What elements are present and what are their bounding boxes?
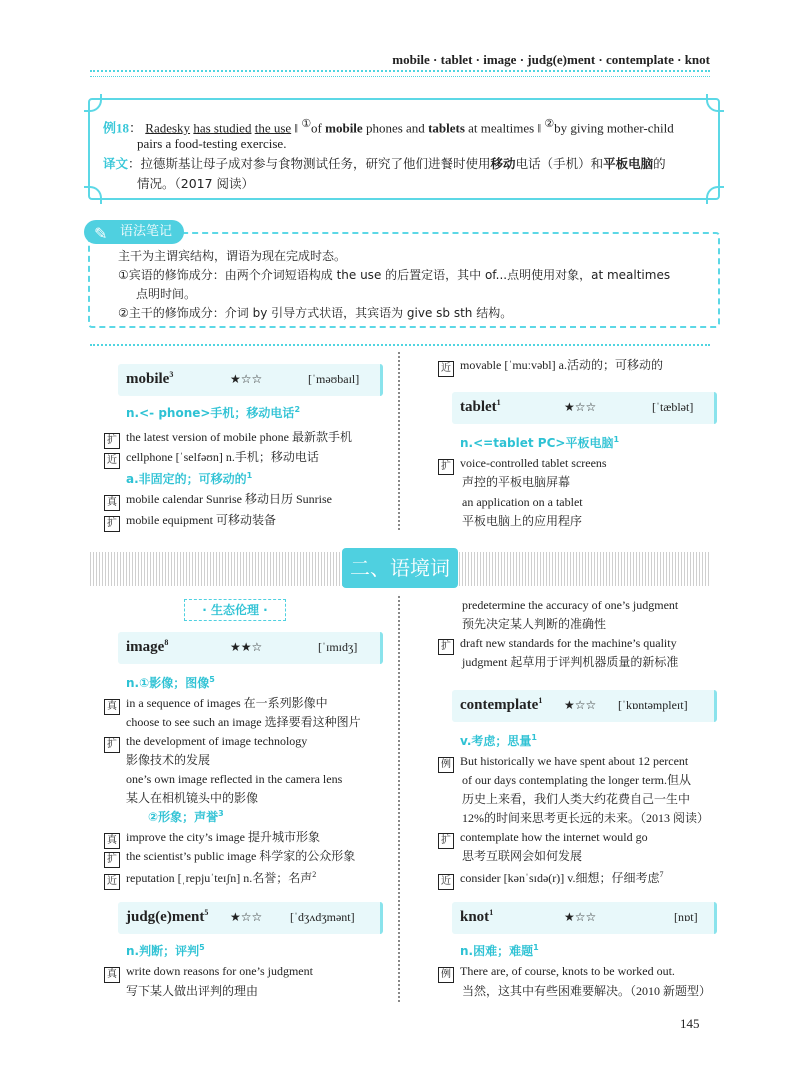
star-rating: ★☆☆ xyxy=(564,910,597,924)
usage-line: 近 cellphone [ˈselfəʊn] n.手机；移动电话 xyxy=(104,448,319,469)
entry-header-judgment xyxy=(118,902,383,934)
headword: image$^8$ xyxy=(126,638,169,655)
entry-header-contemplate xyxy=(452,690,717,722)
header-divider xyxy=(90,70,710,72)
usage-line: 写下某人做出评判的理由 xyxy=(126,984,259,998)
object-word: the use xyxy=(254,120,292,136)
usage-line: 扩 the scientist’s public image 科学家的公众形象 xyxy=(104,847,355,868)
page-number: 145 xyxy=(680,1016,700,1031)
example-label: 例18 xyxy=(103,120,130,136)
usage-line: 预先决定某人判断的准确性 xyxy=(462,617,607,631)
column-separator xyxy=(398,596,408,1002)
usage-line: 近 reputation [ˌrepjuˈteɪʃn] n.名誉；名声$^2$ xyxy=(104,866,316,890)
usage-line: 扩 draft new standards for the machine’s quality xyxy=(438,634,677,655)
grammar-title: ✎ 语法笔记 xyxy=(84,220,184,244)
usage-line: 扩 contemplate how the internet would go xyxy=(438,828,648,849)
translation-line2: 情况。（2017 阅读） xyxy=(137,176,255,191)
phonetic: [ˈtæblət] xyxy=(652,400,694,414)
phonetic: [ˈkɒntəmpleɪt] xyxy=(618,698,688,712)
usage-line: 扩 voice-controlled tablet screens xyxy=(438,454,607,475)
phonetic: [ˈməʊbaɪl] xyxy=(308,372,360,386)
topic-tag: · 生态伦理 · xyxy=(184,599,286,621)
usage-line: 思考互联网会如何发展 xyxy=(462,849,583,863)
definition: ②形象；声誉$^3$ xyxy=(148,809,224,824)
example-sentence-line2: pairs a food-testing exercise. xyxy=(137,136,287,151)
star-rating: ★☆☆ xyxy=(230,910,263,924)
definition: n.困难；难题$^1$ xyxy=(460,943,539,958)
usage-line: 平板电脑上的应用程序 xyxy=(462,514,583,528)
definition: n.<=tablet PC>平板电脑$^1$ xyxy=(460,435,620,450)
star-rating: ★☆☆ xyxy=(564,698,597,712)
grammar-line: 主干为主谓宾结构，谓语为现在完成时态。 xyxy=(118,249,347,263)
header-divider-thin xyxy=(90,76,710,77)
example-sentence: 例18： Radesky has studied the use ‖ ①of mobile phones and tablets at mealtimes ‖ ②by giving mother-child xyxy=(103,118,674,136)
headword: tablet$^1$ xyxy=(460,398,501,415)
usage-line: judgment 起草用于评判机器质量的新标准 xyxy=(462,655,679,669)
phonetic: [nɒt] xyxy=(674,910,698,924)
usage-line: choose to see such an image 选择要看这种图片 xyxy=(126,715,361,729)
grammar-line: 点明时间。 xyxy=(136,287,197,301)
entry-header-image xyxy=(118,632,383,664)
usage-line: 例 But historically we have spent about 12 percent xyxy=(438,752,688,773)
usage-line: 当然，这其中有些困难要解决。（2010 新题型） xyxy=(462,984,712,998)
usage-line: 声控的平板电脑屏幕 xyxy=(462,475,571,489)
grammar-line: ②主干的修饰成分：介词 by 引导方式状语，其宾语为 give sb sth 结构。 xyxy=(118,306,513,320)
star-rating: ★☆☆ xyxy=(564,400,597,414)
usage-line: 真 in a sequence of images 在一系列影像中 xyxy=(104,694,328,715)
usage-line: 真 write down reasons for one’s judgment xyxy=(104,962,313,983)
subject-word: Radesky xyxy=(145,120,191,136)
phonetic: [ˈɪmɪdʒ] xyxy=(318,640,358,654)
usage-line: 真 mobile calendar Sunrise 移动日历 Sunrise xyxy=(104,490,332,511)
phonetic: [ˈdʒʌdʒmənt] xyxy=(290,910,355,924)
usage-line: 例 There are, of course, knots to be worked out. xyxy=(438,962,675,983)
headword: mobile$^3$ xyxy=(126,370,174,387)
usage-line: 历史上来看，我们人类大约花费自己一生中 xyxy=(462,792,691,806)
usage-line: 12%的时间来思考更长远的未来。（2013 阅读） xyxy=(462,811,709,825)
usage-line: 扩 the latest version of mobile phone 最新款手机 xyxy=(104,428,352,449)
predicate-word: has studied xyxy=(193,120,252,136)
section-title: 二、语境词汇 xyxy=(342,548,458,588)
headword: contemplate$^1$ xyxy=(460,696,543,713)
usage-line: 扩 the development of image technology xyxy=(104,732,307,753)
grammar-line: ①宾语的修饰成分：由两个介词短语构成 the use 的后置定语，其中 of...点明使用对象，at mealtimes xyxy=(118,268,671,282)
column-separator xyxy=(398,352,408,530)
entry-header-knot xyxy=(452,902,717,934)
section-divider xyxy=(90,344,710,346)
usage-line: 影像技术的发展 xyxy=(126,753,211,767)
definition: a.非固定的；可移动的$^1$ xyxy=(126,471,253,486)
star-rating: ★★☆ xyxy=(230,640,263,654)
usage-line: one’s own image reflected in the camera lens xyxy=(126,772,343,786)
definition: v.考虑；思量$^1$ xyxy=(460,733,537,748)
usage-line: 真 improve the city’s image 提升城市形象 xyxy=(104,828,320,849)
definition: n.判断；评判$^5$ xyxy=(126,943,205,958)
definition: n.<- phone>手机；移动电话$^2$ xyxy=(126,405,301,420)
running-header: mobile · tablet · image · judg(e)ment · contemplate · knot xyxy=(392,52,710,67)
entry-header-tablet xyxy=(452,392,717,424)
usage-line: of our days contemplating the longer term.但从 xyxy=(462,773,691,787)
headword: knot$^1$ xyxy=(460,908,494,925)
star-rating: ★☆☆ xyxy=(230,372,263,386)
usage-line: 近 movable [ˈmuːvəbl] a.活动的；可移动的 xyxy=(438,356,663,377)
usage-line: an application on a tablet xyxy=(462,495,583,509)
entry-header-mobile xyxy=(118,364,383,396)
usage-line: 扩 mobile equipment 可移动装备 xyxy=(104,511,276,532)
usage-line: 某人在相机镜头中的影像 xyxy=(126,791,259,805)
translation: 译文：拉德斯基让母子成对参与食物测试任务，研究了他们进餐时使用移动电话（手机）和平板电脑的 xyxy=(103,156,666,171)
usage-line: 近 consider [kənˈsɪdə(r)] v.细想；仔细考虑$^7$ xyxy=(438,866,664,890)
pen-icon: ✎ xyxy=(94,224,108,243)
definition: n.①影像；图像$^5$ xyxy=(126,675,215,690)
usage-line: predetermine the accuracy of one’s judgment xyxy=(462,598,679,612)
headword: judg(e)ment$^5$ xyxy=(126,908,209,925)
